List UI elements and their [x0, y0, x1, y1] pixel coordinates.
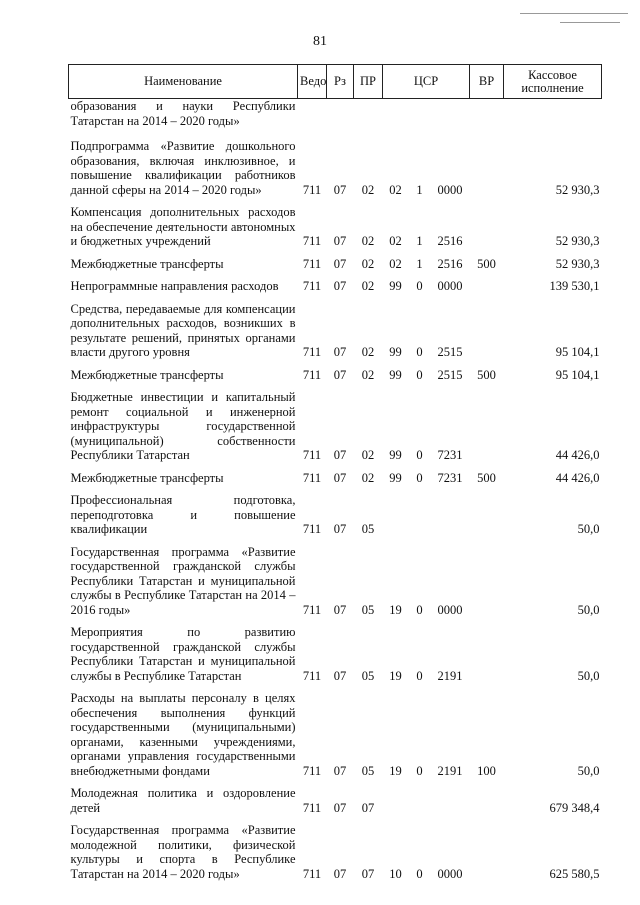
row-csr-direction: 0000 [437, 279, 463, 293]
header-ved: Ведо [298, 65, 327, 99]
row-vr [470, 382, 504, 463]
row-csr-subprogram: 0 [416, 866, 423, 881]
row-name: Межбюджетные трансферты [70, 470, 224, 485]
header-rz: Рз [327, 65, 354, 99]
row-name: Расходы на выплаты персоналу в целях обеспечения выполнения функций государственными (муниципальными) органами, казенными учреждениями, органами управления государственными внебюджетными фондами [70, 691, 296, 778]
row-rz: 07 [333, 522, 347, 536]
row-ved: 711 [302, 763, 322, 778]
row-name: Межбюджетные трансферты [70, 256, 224, 271]
row-ved: 711 [302, 602, 322, 617]
table-row [69, 485, 602, 537]
row-vr [470, 617, 504, 683]
table-body [69, 99, 602, 882]
row-pr: 07 [361, 866, 375, 881]
row-csr-direction: 7231 [437, 448, 463, 462]
row-vr [470, 485, 504, 537]
row-pr [354, 99, 383, 132]
row-ved: 711 [302, 182, 322, 197]
page-number: 81 [313, 34, 327, 49]
header-name: Наименование [69, 65, 298, 99]
row-csr-direction: 2515 [437, 345, 463, 359]
row-amount: 679 348,4 [549, 800, 600, 815]
row-csr-subprogram: 1 [416, 234, 423, 248]
row-amount: 625 580,5 [549, 866, 600, 881]
row-vr: 500 [477, 256, 496, 271]
budget-table [68, 64, 602, 881]
row-csr-program: 19 [389, 763, 402, 778]
row-rz: 07 [333, 367, 347, 382]
row-csr-direction [431, 778, 470, 815]
row-csr-direction [431, 99, 470, 132]
row-rz: 07 [333, 256, 347, 271]
header-csr: ЦСР [383, 65, 470, 99]
row-amount: 50,0 [577, 763, 600, 778]
header-amount: Кассовое исполнение [504, 65, 602, 99]
row-ved: 711 [302, 800, 322, 815]
row-amount: 52 930,3 [555, 182, 600, 197]
row-name: Государственная программа «Развитие государственной гражданской службы Республики Татарстан и муниципальной службы в Республике Татарстан на 2014 – 2016 годы» [70, 544, 296, 617]
table-header-row [69, 65, 602, 99]
table-row [69, 683, 602, 778]
table-row [69, 249, 602, 272]
row-csr-program: 99 [389, 367, 402, 382]
row-csr-subprogram: 0 [416, 668, 423, 683]
row-csr-subprogram: 0 [416, 367, 423, 382]
row-name: Молодежная политика и оздоровление детей [70, 786, 296, 815]
row-csr-program: 02 [389, 182, 402, 197]
row-name: Непрограммные направления расходов [70, 279, 279, 293]
row-pr: 05 [361, 522, 375, 536]
row-vr [470, 778, 504, 815]
header-vr: ВР [470, 65, 504, 99]
table-row [69, 99, 602, 132]
row-rz: 07 [333, 448, 347, 462]
row-vr: 100 [477, 763, 496, 778]
row-rz: 07 [333, 800, 347, 815]
row-name: Компенсация дополнительных расходов на обеспечение деятельности автономных и бюджетных учреждений [70, 205, 296, 248]
row-csr-program [383, 778, 409, 815]
row-csr-direction: 2191 [437, 763, 463, 778]
row-pr: 02 [361, 279, 375, 293]
row-rz: 07 [333, 182, 347, 197]
row-ved: 711 [302, 367, 322, 382]
row-csr-subprogram: 0 [416, 763, 423, 778]
row-name: Межбюджетные трансферты [70, 367, 224, 382]
row-csr-subprogram: 1 [416, 256, 423, 271]
row-pr: 02 [361, 367, 375, 382]
row-csr-program: 19 [389, 602, 402, 617]
row-rz: 07 [333, 470, 347, 485]
row-csr-program: 99 [389, 345, 402, 359]
row-csr-program: 02 [389, 256, 402, 271]
row-csr-program: 10 [389, 866, 402, 881]
row-csr-subprogram: 0 [416, 448, 423, 462]
row-csr-subprogram: 1 [416, 182, 423, 197]
row-csr-subprogram: 0 [416, 345, 423, 359]
row-csr-program: 19 [389, 668, 402, 683]
row-vr [470, 815, 504, 881]
top-edge-line-short [560, 22, 620, 23]
row-pr: 02 [361, 182, 375, 197]
table-row [69, 778, 602, 815]
row-csr-subprogram [409, 778, 431, 815]
table-row [69, 131, 602, 197]
row-ved: 711 [302, 866, 322, 881]
table-row [69, 617, 602, 683]
row-amount: 50,0 [577, 522, 600, 536]
row-rz: 07 [333, 279, 347, 293]
row-csr-direction: 0000 [437, 182, 463, 197]
row-ved: 711 [302, 256, 322, 271]
row-csr-direction: 0000 [437, 602, 463, 617]
row-amount: 52 930,3 [555, 234, 600, 248]
row-csr-direction [431, 485, 470, 537]
row-ved: 711 [302, 234, 322, 248]
table-row [69, 360, 602, 383]
row-vr [470, 131, 504, 197]
row-vr: 500 [477, 470, 496, 485]
row-rz: 07 [333, 602, 347, 617]
table-row [69, 294, 602, 360]
row-csr-subprogram: 0 [416, 279, 423, 293]
row-name: Средства, передаваемые для компенсации дополнительных расходов, возникших в результате решений, принятых органами власти другого уровня [70, 301, 296, 359]
row-ved: 711 [302, 345, 322, 359]
row-csr-program [383, 485, 409, 537]
row-vr [470, 99, 504, 132]
row-rz [327, 99, 354, 132]
row-vr [470, 197, 504, 249]
row-csr-program: 99 [389, 279, 402, 293]
row-ved: 711 [302, 522, 322, 536]
row-name: Государственная программа «Развитие молодежной политики, физической культуры и спорта в Республике Татарстан на 2014 – 2020 годы» [70, 823, 296, 881]
table-row [69, 271, 602, 294]
row-csr-direction: 2191 [437, 668, 463, 683]
row-csr-direction: 2516 [437, 234, 463, 248]
row-name: Подпрограмма «Развитие дошкольного образования, включая инклюзивное, и повышение квалификации работников данной сферы на 2014 – 2020 годы» [70, 139, 296, 197]
row-csr-direction: 7231 [437, 470, 463, 485]
row-amount: 95 104,1 [555, 345, 600, 359]
row-pr: 05 [361, 763, 375, 778]
row-csr-direction: 0000 [437, 866, 463, 881]
row-csr-subprogram: 0 [416, 470, 423, 485]
row-ved: 711 [302, 448, 322, 462]
row-pr: 05 [361, 602, 375, 617]
row-vr [470, 294, 504, 360]
row-ved: 711 [302, 470, 322, 485]
row-ved: 711 [302, 279, 322, 293]
table-row [69, 537, 602, 618]
row-csr-direction: 2515 [437, 367, 463, 382]
row-pr: 02 [361, 448, 375, 462]
row-name: образования и науки Республики Татарстан на 2014 – 2020 годы» [70, 99, 296, 128]
row-csr-direction: 2516 [437, 256, 463, 271]
row-amount: 52 930,3 [555, 256, 600, 271]
row-vr: 500 [477, 367, 496, 382]
row-pr: 05 [361, 668, 375, 683]
row-vr [470, 271, 504, 294]
row-rz: 07 [333, 668, 347, 683]
row-ved [298, 99, 327, 132]
row-ved: 711 [302, 668, 322, 683]
row-amount [504, 99, 602, 132]
row-pr: 02 [361, 234, 375, 248]
row-amount: 44 426,0 [555, 470, 600, 485]
row-pr: 07 [361, 800, 375, 815]
table-row [69, 197, 602, 249]
row-csr-program [383, 99, 409, 132]
table-row [69, 463, 602, 486]
row-amount: 50,0 [577, 602, 600, 617]
row-rz: 07 [333, 866, 347, 881]
row-name: Профессиональная подготовка, переподготовка и повышение квалификации [70, 493, 296, 536]
row-csr-program: 99 [389, 448, 402, 462]
row-rz: 07 [333, 345, 347, 359]
row-amount: 95 104,1 [555, 367, 600, 382]
row-name: Мероприятия по развитию государственной гражданской службы Республики Татарстан и муниципальной службы в Республике Татарстан [70, 625, 296, 683]
row-vr [470, 537, 504, 618]
row-amount: 139 530,1 [549, 279, 600, 293]
top-edge-line [520, 13, 628, 14]
row-name: Бюджетные инвестиции и капитальный ремонт социальной и инженерной инфраструктуры государственной (муниципальной) собственности Республики Татарстан [70, 390, 296, 462]
row-rz: 07 [333, 234, 347, 248]
table-row [69, 815, 602, 881]
row-csr-program: 99 [389, 470, 402, 485]
row-csr-subprogram [409, 485, 431, 537]
row-pr: 02 [361, 256, 375, 271]
row-csr-subprogram: 0 [416, 602, 423, 617]
table-row [69, 382, 602, 463]
row-csr-subprogram [409, 99, 431, 132]
row-pr: 02 [361, 470, 375, 485]
row-rz: 07 [333, 763, 347, 778]
header-pr: ПР [354, 65, 383, 99]
row-pr: 02 [361, 345, 375, 359]
row-csr-program: 02 [389, 234, 402, 248]
row-amount: 44 426,0 [555, 448, 600, 462]
row-amount: 50,0 [577, 668, 600, 683]
